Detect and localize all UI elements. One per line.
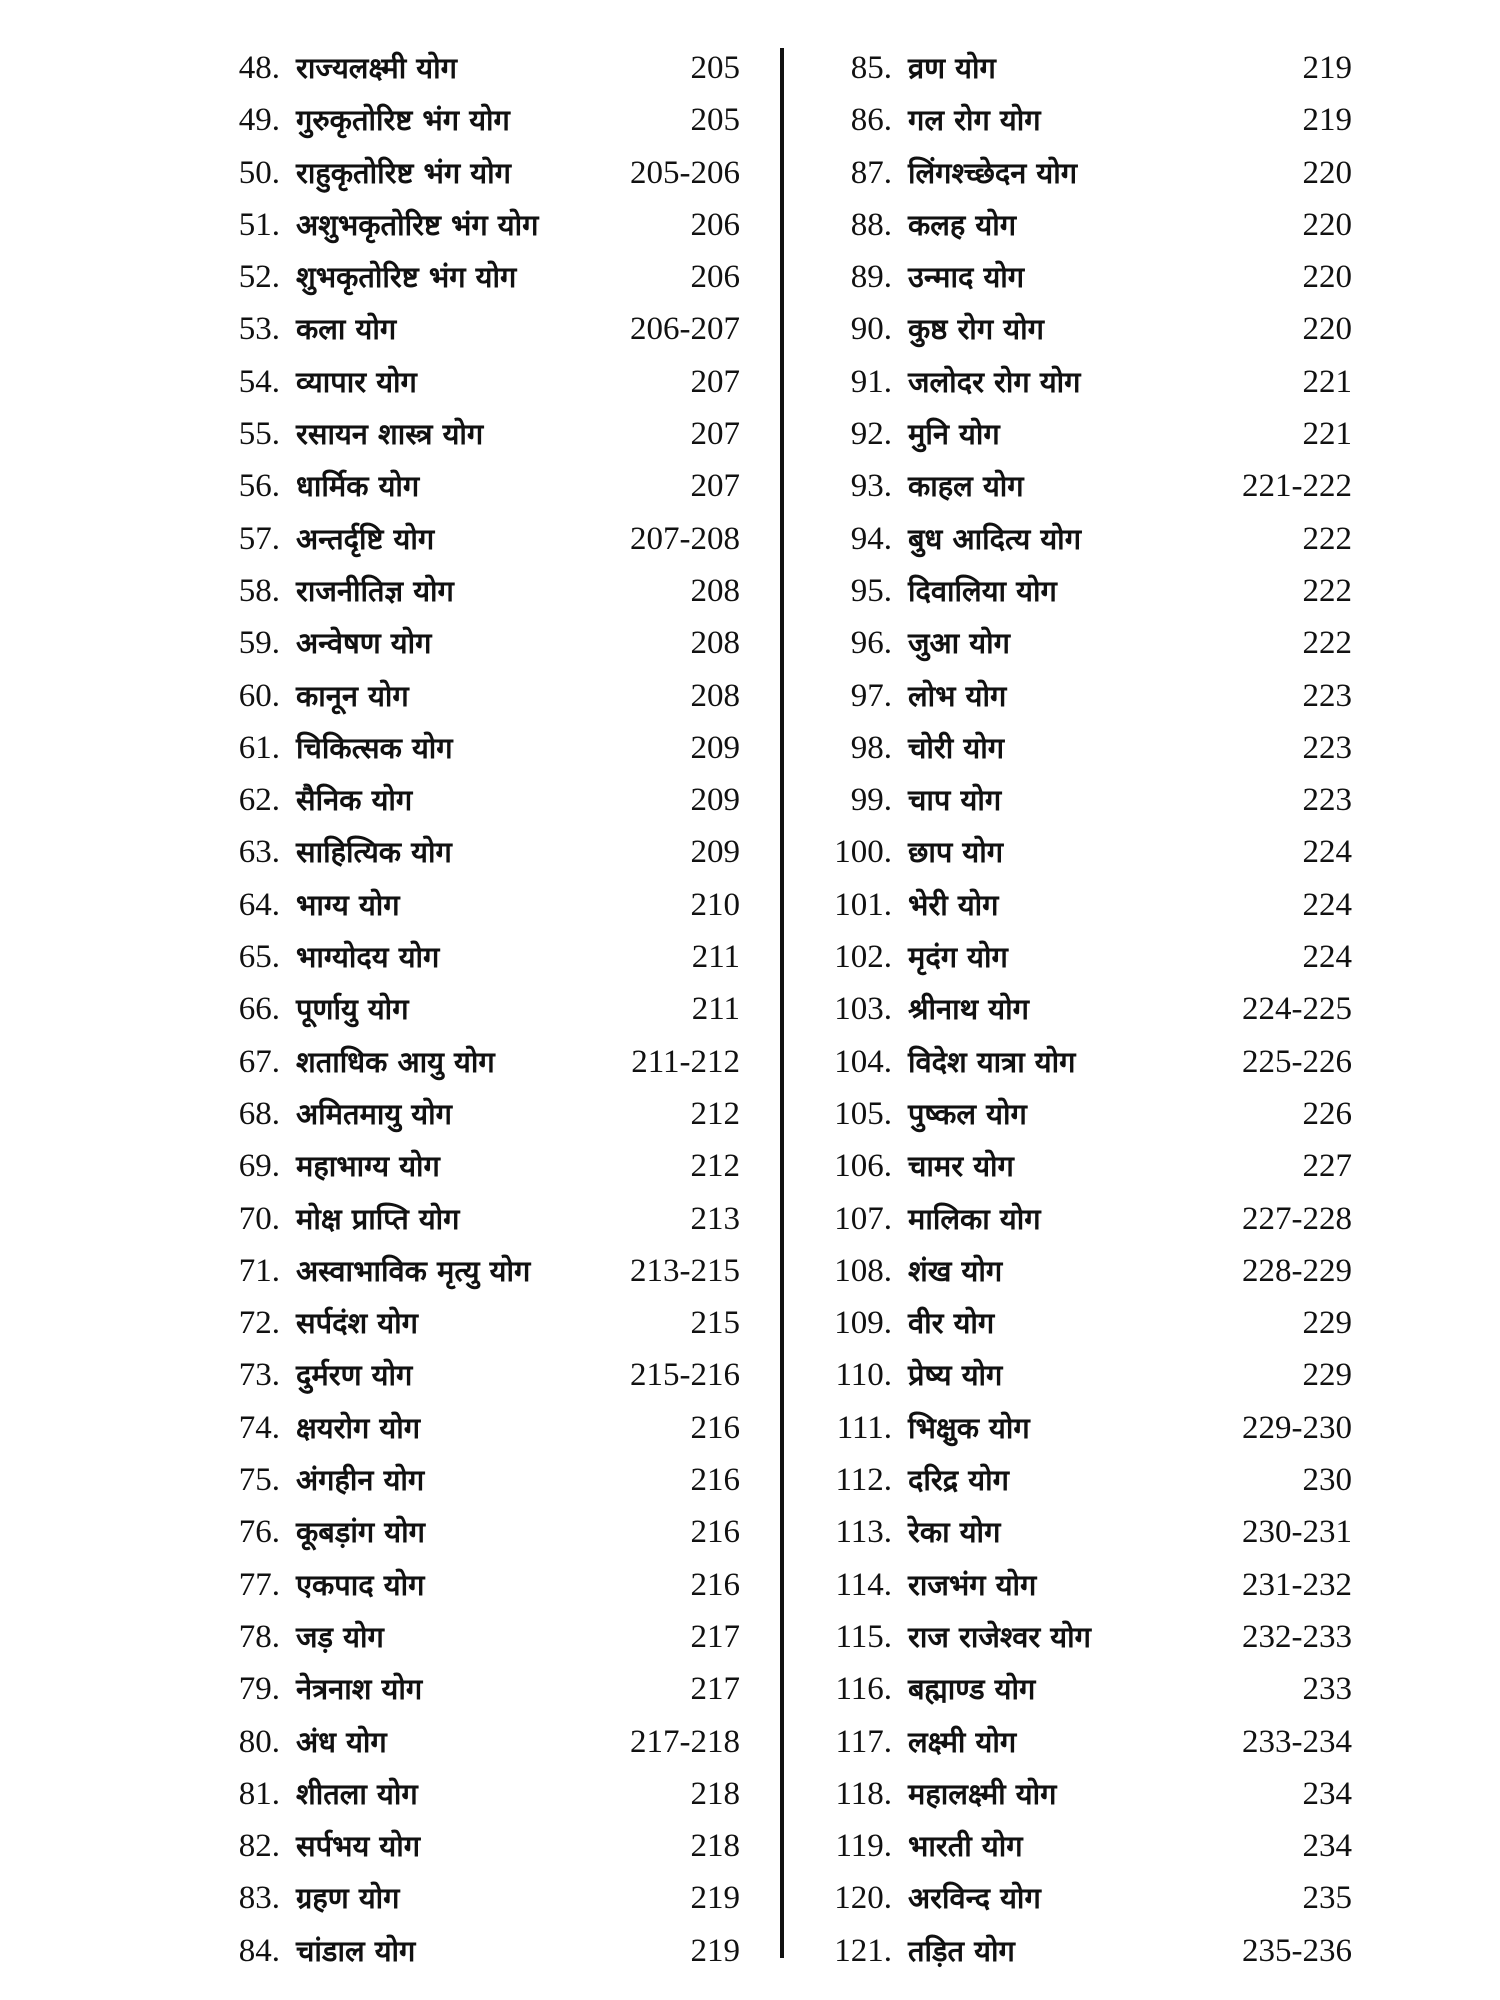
- entry-title: अमितमायु योग: [296, 1096, 452, 1131]
- index-entry: [200, 1402, 740, 1454]
- entry-number: 109.: [834, 1305, 892, 1342]
- index-entry: [812, 199, 1352, 251]
- index-entry: [200, 1559, 740, 1611]
- entry-number: 111.: [836, 1409, 892, 1446]
- entry-title: भिक्षुक योग: [908, 1410, 1030, 1445]
- entry-number: 90.: [850, 311, 892, 348]
- entry-number: 71.: [238, 1252, 280, 1289]
- entry-number: 82.: [238, 1828, 280, 1865]
- entry-number: 65.: [238, 939, 280, 976]
- entry-number: 57.: [238, 520, 280, 557]
- entry-title: ग्रहण योग: [296, 1881, 400, 1916]
- entry-page-number: 230-231: [1242, 1514, 1352, 1551]
- entry-title: कला योग: [296, 312, 397, 347]
- entry-number: 121.: [834, 1932, 892, 1969]
- entry-number: 99.: [850, 782, 892, 819]
- index-entry: [200, 1925, 740, 1977]
- index-entry: [200, 147, 740, 199]
- entry-number: 88.: [850, 206, 892, 243]
- index-entry: [200, 42, 740, 94]
- entry-page-number: 221: [1302, 363, 1352, 400]
- entry-page-number: 224: [1302, 834, 1352, 871]
- entry-title: मोक्ष प्राप्ति योग: [296, 1201, 460, 1236]
- entry-title: महालक्ष्मी योग: [908, 1776, 1057, 1811]
- entry-page-number: 205-206: [630, 154, 740, 191]
- index-entry: [812, 826, 1352, 878]
- entry-page-number: 223: [1302, 729, 1352, 766]
- entry-number: 98.: [850, 729, 892, 766]
- index-entry: [812, 1454, 1352, 1506]
- entry-title: धार्मिक योग: [296, 469, 420, 504]
- entry-page-number: 219: [1302, 102, 1352, 139]
- index-entry: [200, 1454, 740, 1506]
- entry-title: सर्पभय योग: [296, 1829, 421, 1864]
- entry-title: शुभकृतोरिष्ट भंग योग: [296, 260, 517, 295]
- entry-number: 112.: [835, 1462, 892, 1499]
- index-entry: [812, 513, 1352, 565]
- entry-page-number: 222: [1302, 520, 1352, 557]
- entry-number: 103.: [834, 991, 892, 1028]
- entry-number: 67.: [238, 1043, 280, 1080]
- index-entry: [812, 1506, 1352, 1558]
- entry-title: राज राजेश्वर योग: [908, 1619, 1091, 1654]
- index-entry: [812, 42, 1352, 94]
- entry-page-number: 227-228: [1242, 1200, 1352, 1237]
- index-entry: [812, 251, 1352, 303]
- entry-page-number: 209: [690, 834, 740, 871]
- entry-page-number: 208: [690, 572, 740, 609]
- entry-title: एकपाद योग: [296, 1567, 425, 1602]
- index-entry: [812, 1663, 1352, 1715]
- entry-page-number: 220: [1302, 259, 1352, 296]
- index-entry: [200, 1036, 740, 1088]
- entry-page-number: 235: [1302, 1880, 1352, 1917]
- entry-page-number: 234: [1302, 1828, 1352, 1865]
- entry-title: चोरी योग: [908, 730, 1005, 765]
- index-entry: [812, 1925, 1352, 1977]
- entry-title: वीर योग: [908, 1306, 995, 1341]
- entry-number: 79.: [238, 1671, 280, 1708]
- entry-number: 56.: [238, 468, 280, 505]
- entry-number: 104.: [834, 1043, 892, 1080]
- entry-number: 55.: [238, 416, 280, 453]
- entry-title: गुरुकृतोरिष्ट भंग योग: [296, 103, 510, 138]
- entry-number: 85.: [850, 50, 892, 86]
- entry-title: भेरी योग: [908, 887, 999, 922]
- entry-title: मृदंग योग: [908, 940, 1008, 975]
- entry-page-number: 207: [690, 468, 740, 505]
- index-entry: [200, 774, 740, 826]
- entry-number: 119.: [835, 1828, 892, 1865]
- index-entry: [200, 1663, 740, 1715]
- index-entry: [812, 931, 1352, 983]
- index-entry: [200, 1088, 740, 1140]
- entry-page-number: 220: [1302, 206, 1352, 243]
- entry-title: कानून योग: [296, 678, 409, 713]
- entry-page-number: 217: [690, 1618, 740, 1655]
- entry-page-number: 216: [690, 1514, 740, 1551]
- entry-page-number: 222: [1302, 625, 1352, 662]
- entry-title: जड़ योग: [296, 1619, 384, 1654]
- entry-page-number: 208: [690, 677, 740, 714]
- entry-page-number: 212: [690, 1148, 740, 1185]
- entry-title: रेका योग: [908, 1515, 1001, 1550]
- entry-title: जुआ योग: [908, 626, 1010, 661]
- entry-page-number: 223: [1302, 782, 1352, 819]
- entry-number: 86.: [850, 102, 892, 139]
- entry-number: 73.: [238, 1357, 280, 1394]
- entry-page-number: 229: [1302, 1357, 1352, 1394]
- entry-title: चाप योग: [908, 783, 1002, 818]
- entry-page-number: 225-226: [1242, 1043, 1352, 1080]
- index-entry: [812, 1193, 1352, 1245]
- entry-title: सर्पदंश योग: [296, 1306, 418, 1341]
- entry-page-number: 229-230: [1242, 1409, 1352, 1446]
- entry-page-number: 217-218: [630, 1723, 740, 1760]
- entry-title: राजभंग योग: [908, 1567, 1037, 1602]
- entry-title: बुध आदित्य योग: [908, 521, 1082, 556]
- entry-number: 62.: [238, 782, 280, 819]
- index-entry: [200, 199, 740, 251]
- entry-page-number: 212: [690, 1095, 740, 1132]
- index-entry: [812, 1872, 1352, 1924]
- index-entry: [812, 1402, 1352, 1454]
- entry-number: 100.: [834, 834, 892, 871]
- entry-title: बह्माण्ड योग: [908, 1672, 1036, 1707]
- entry-number: 115.: [835, 1618, 892, 1655]
- entry-title: कूबड़ांग योग: [296, 1515, 425, 1550]
- entry-page-number: 206: [690, 259, 740, 296]
- index-entry: [812, 983, 1352, 1035]
- entry-title: तड़ित योग: [908, 1933, 1015, 1968]
- entry-title: मुनि योग: [908, 417, 1000, 452]
- entry-number: 76.: [238, 1514, 280, 1551]
- entry-number: 87.: [850, 154, 892, 191]
- index-entry: [200, 931, 740, 983]
- entry-title: शीतला योग: [296, 1776, 418, 1811]
- entry-page-number: 232-233: [1242, 1618, 1352, 1655]
- index-entry: [812, 1297, 1352, 1349]
- index-entry: [200, 670, 740, 722]
- entry-number: 96.: [850, 625, 892, 662]
- entry-title: कलह योग: [908, 207, 1017, 242]
- index-entry: [812, 1088, 1352, 1140]
- entry-number: 113.: [835, 1514, 892, 1551]
- index-entry: [200, 1245, 740, 1297]
- index-entry: [200, 1768, 740, 1820]
- entry-page-number: 207: [690, 416, 740, 453]
- entry-number: 117.: [835, 1723, 892, 1760]
- index-entry: [200, 513, 740, 565]
- column-divider: [780, 48, 784, 1958]
- entry-number: 58.: [238, 572, 280, 609]
- index-entry: [812, 1820, 1352, 1872]
- entry-number: 105.: [834, 1095, 892, 1132]
- index-entry: [812, 774, 1352, 826]
- entry-number: 120.: [834, 1880, 892, 1917]
- entry-title: अन्तर्दृष्टि योग: [296, 521, 435, 556]
- entry-page-number: 224: [1302, 939, 1352, 976]
- index-entry: [200, 1506, 740, 1558]
- entry-page-number: 205: [690, 50, 740, 86]
- entry-title: दुर्मरण योग: [296, 1358, 413, 1393]
- entry-title: व्यापार योग: [296, 364, 417, 399]
- entry-number: 68.: [238, 1095, 280, 1132]
- entry-title: चामर योग: [908, 1149, 1014, 1184]
- index-entry: [200, 251, 740, 303]
- entry-number: 63.: [238, 834, 280, 871]
- entry-title: लिंगश्च्छेदन योग: [908, 155, 1078, 190]
- entry-page-number: 207: [690, 363, 740, 400]
- entry-number: 97.: [850, 677, 892, 714]
- entry-number: 92.: [850, 416, 892, 453]
- entry-number: 70.: [238, 1200, 280, 1237]
- entry-title: साहित्यिक योग: [296, 835, 452, 870]
- entry-page-number: 233: [1302, 1671, 1352, 1708]
- entry-page-number: 211: [691, 939, 740, 976]
- index-entry: [200, 303, 740, 355]
- entry-title: महाभाग्य योग: [296, 1149, 440, 1184]
- entry-page-number: 211-212: [631, 1043, 740, 1080]
- index-entry: [812, 147, 1352, 199]
- index-entry: [200, 1297, 740, 1349]
- entry-number: 102.: [834, 939, 892, 976]
- entry-page-number: 208: [690, 625, 740, 662]
- entry-page-number: 216: [690, 1409, 740, 1446]
- entry-title: अंगहीन योग: [296, 1463, 425, 1498]
- entry-page-number: 205: [690, 102, 740, 139]
- entry-page-number: 219: [690, 1932, 740, 1969]
- entry-page-number: 213-215: [630, 1252, 740, 1289]
- entry-title: प्रेष्य योग: [908, 1358, 1003, 1393]
- entry-title: मालिका योग: [908, 1201, 1041, 1236]
- entry-page-number: 223: [1302, 677, 1352, 714]
- entry-number: 78.: [238, 1618, 280, 1655]
- entry-page-number: 221: [1302, 416, 1352, 453]
- entry-page-number: 231-232: [1242, 1566, 1352, 1603]
- entry-title: कुष्ठ रोग योग: [908, 312, 1044, 347]
- entry-title: पुष्कल योग: [908, 1096, 1027, 1131]
- entry-title: लक्ष्मी योग: [908, 1724, 1017, 1759]
- entry-page-number: 206-207: [630, 311, 740, 348]
- index-entry: [200, 983, 740, 1035]
- entry-number: 108.: [834, 1252, 892, 1289]
- entry-page-number: 206: [690, 206, 740, 243]
- entry-title: अस्वाभाविक मृत्यु योग: [296, 1253, 531, 1288]
- entry-page-number: 228-229: [1242, 1252, 1352, 1289]
- entry-title: दिवालिया योग: [908, 573, 1057, 608]
- entry-number: 116.: [835, 1671, 892, 1708]
- entry-page-number: 215: [690, 1305, 740, 1342]
- entry-page-number: 219: [690, 1880, 740, 1917]
- entry-title: शताधिक आयु योग: [296, 1044, 495, 1079]
- index-entry: [812, 670, 1352, 722]
- entry-title: काहल योग: [908, 469, 1024, 504]
- entry-title: भारती योग: [908, 1829, 1023, 1864]
- entry-title: विदेश यात्रा योग: [908, 1044, 1076, 1079]
- entry-page-number: 224: [1302, 886, 1352, 923]
- index-entry: [200, 408, 740, 460]
- entry-page-number: 229: [1302, 1305, 1352, 1342]
- index-entry: [812, 1245, 1352, 1297]
- index-entry: [200, 565, 740, 617]
- entry-title: भाग्योदय योग: [296, 940, 440, 975]
- entry-title: पूर्णायु योग: [296, 992, 409, 1027]
- entry-title: दरिद्र योग: [908, 1463, 1009, 1498]
- entry-number: 72.: [238, 1305, 280, 1342]
- index-entry: [812, 408, 1352, 460]
- entry-page-number: 234: [1302, 1775, 1352, 1812]
- entry-title: अन्वेषण योग: [296, 626, 432, 661]
- index-entry: [200, 879, 740, 931]
- index-entry: [812, 1140, 1352, 1192]
- entry-number: 64.: [238, 886, 280, 923]
- entry-page-number: 224-225: [1242, 991, 1352, 1028]
- left-index-column: [200, 42, 740, 1977]
- entry-title: राज्यलक्ष्मी योग: [296, 51, 457, 85]
- entry-page-number: 233-234: [1242, 1723, 1352, 1760]
- index-entry: [200, 356, 740, 408]
- entry-page-number: 220: [1302, 154, 1352, 191]
- index-entry: [812, 617, 1352, 669]
- entry-number: 69.: [238, 1148, 280, 1185]
- entry-page-number: 219: [1302, 50, 1352, 86]
- entry-title: नेत्रनाश योग: [296, 1672, 423, 1707]
- entry-number: 110.: [835, 1357, 892, 1394]
- entry-page-number: 215-216: [630, 1357, 740, 1394]
- entry-page-number: 221-222: [1242, 468, 1352, 505]
- index-entry: [200, 1193, 740, 1245]
- entry-number: 77.: [238, 1566, 280, 1603]
- entry-title: शंख योग: [908, 1253, 1003, 1288]
- entry-page-number: 230: [1302, 1462, 1352, 1499]
- entry-number: 93.: [850, 468, 892, 505]
- entry-number: 118.: [835, 1775, 892, 1812]
- entry-number: 106.: [834, 1148, 892, 1185]
- entry-number: 95.: [850, 572, 892, 609]
- index-entry: [812, 1716, 1352, 1768]
- index-entry: [200, 826, 740, 878]
- index-entry: [812, 1349, 1352, 1401]
- entry-number: 114.: [835, 1566, 892, 1603]
- entry-number: 50.: [238, 154, 280, 191]
- index-entry: [200, 1349, 740, 1401]
- entry-number: 49.: [238, 102, 280, 139]
- entry-number: 89.: [850, 259, 892, 296]
- index-entry: [200, 1611, 740, 1663]
- index-entry: [812, 460, 1352, 512]
- entry-number: 61.: [238, 729, 280, 766]
- entry-number: 53.: [238, 311, 280, 348]
- entry-number: 48.: [238, 50, 280, 86]
- entry-page-number: 216: [690, 1566, 740, 1603]
- entry-number: 54.: [238, 363, 280, 400]
- entry-page-number: 227: [1302, 1148, 1352, 1185]
- entry-title: अरविन्द योग: [908, 1881, 1041, 1916]
- entry-page-number: 226: [1302, 1095, 1352, 1132]
- entry-number: 83.: [238, 1880, 280, 1917]
- index-entry: [200, 460, 740, 512]
- entry-number: 91.: [850, 363, 892, 400]
- entry-number: 81.: [238, 1775, 280, 1812]
- entry-title: जलोदर रोग योग: [908, 364, 1081, 399]
- entry-page-number: 209: [690, 782, 740, 819]
- entry-page-number: 217: [690, 1671, 740, 1708]
- index-entry: [812, 1768, 1352, 1820]
- index-entry: [812, 1036, 1352, 1088]
- index-entry: [812, 1611, 1352, 1663]
- entry-number: 74.: [238, 1409, 280, 1446]
- entry-title: रसायन शास्त्र योग: [296, 417, 484, 452]
- index-entry: [200, 1716, 740, 1768]
- index-entry: [812, 722, 1352, 774]
- entry-title: अशुभकृतोरिष्ट भंग योग: [296, 207, 539, 242]
- entry-page-number: 235-236: [1242, 1932, 1352, 1969]
- entry-page-number: 211: [691, 991, 740, 1028]
- entry-number: 66.: [238, 991, 280, 1028]
- entry-page-number: 218: [690, 1828, 740, 1865]
- entry-title: उन्माद योग: [908, 260, 1025, 295]
- entry-number: 101.: [834, 886, 892, 923]
- entry-number: 84.: [238, 1932, 280, 1969]
- entry-page-number: 213: [690, 1200, 740, 1237]
- index-entry: [200, 94, 740, 146]
- entry-number: 60.: [238, 677, 280, 714]
- entry-title: राहुकृतोरिष्ट भंग योग: [296, 155, 511, 190]
- entry-page-number: 222: [1302, 572, 1352, 609]
- index-entry: [200, 722, 740, 774]
- entry-title: व्रण योग: [908, 51, 996, 85]
- entry-title: अंध योग: [296, 1724, 387, 1759]
- index-entry: [812, 94, 1352, 146]
- entry-number: 75.: [238, 1462, 280, 1499]
- entry-title: सैनिक योग: [296, 783, 413, 818]
- index-entry: [812, 356, 1352, 408]
- entry-title: राजनीतिज्ञ योग: [296, 573, 454, 608]
- entry-number: 59.: [238, 625, 280, 662]
- entry-title: चांडाल योग: [296, 1933, 416, 1968]
- entry-page-number: 207-208: [630, 520, 740, 557]
- entry-title: श्रीनाथ योग: [908, 992, 1029, 1027]
- entry-number: 51.: [238, 206, 280, 243]
- index-entry: [812, 879, 1352, 931]
- index-entry: [812, 1559, 1352, 1611]
- index-entry: [200, 617, 740, 669]
- entry-title: गल रोग योग: [908, 103, 1041, 138]
- entry-page-number: 218: [690, 1775, 740, 1812]
- entry-number: 94.: [850, 520, 892, 557]
- entry-page-number: 216: [690, 1462, 740, 1499]
- entry-title: क्षयरोग योग: [296, 1410, 421, 1445]
- entry-title: चिकित्सक योग: [296, 730, 453, 765]
- entry-title: लोभ योग: [908, 678, 1007, 713]
- index-entry: [200, 1140, 740, 1192]
- entry-page-number: 209: [690, 729, 740, 766]
- index-entry: [200, 1872, 740, 1924]
- entry-number: 80.: [238, 1723, 280, 1760]
- index-entry: [812, 303, 1352, 355]
- entry-number: 52.: [238, 259, 280, 296]
- entry-title: भाग्य योग: [296, 887, 400, 922]
- right-index-column: [812, 42, 1352, 1977]
- index-entry: [200, 1820, 740, 1872]
- entry-page-number: 210: [690, 886, 740, 923]
- index-entry: [812, 565, 1352, 617]
- entry-number: 107.: [834, 1200, 892, 1237]
- entry-title: छाप योग: [908, 835, 1004, 870]
- entry-page-number: 220: [1302, 311, 1352, 348]
